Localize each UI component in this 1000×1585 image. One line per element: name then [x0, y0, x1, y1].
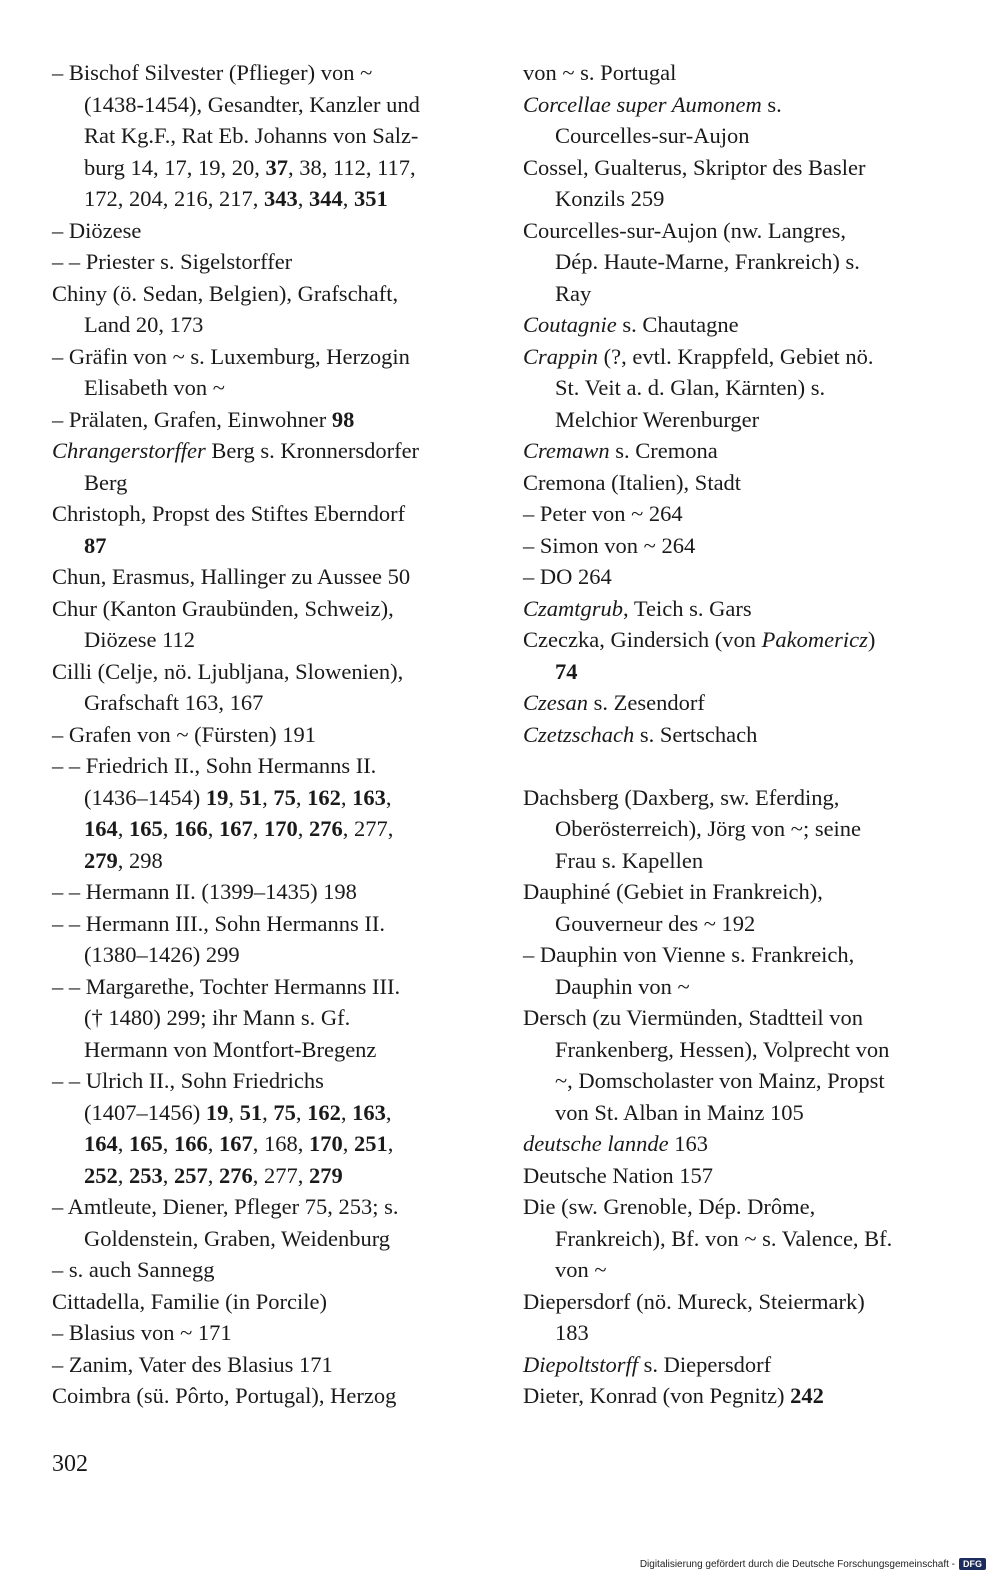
entry-continuation [523, 1097, 973, 1129]
entry-text: Hermann von Montfort-Bregenz [84, 1036, 377, 1062]
entry-text: , [228, 1099, 240, 1125]
index-entry [52, 1380, 492, 1412]
entry-headline [52, 246, 492, 278]
entry-text: – s. auch Sannegg [52, 1257, 215, 1282]
entry-headline [523, 782, 973, 814]
entry-text: (?, evtl. Krappfeld, Gebiet nö. [598, 343, 874, 369]
entry-text: , Teich s. Gars [623, 595, 752, 621]
page-number: 302 [52, 1451, 88, 1477]
entry-text: , [207, 1131, 219, 1156]
page-reference-bold: 276 [309, 816, 343, 841]
index-entry [523, 215, 973, 310]
entry-text: , 38, 112, 117, [287, 154, 416, 180]
index-entry [523, 1380, 973, 1412]
index-entry [523, 687, 973, 719]
entry-continuation [52, 309, 492, 341]
entry-text: – – Margarethe, Tochter Hermanns III. [52, 973, 401, 999]
entry-text: – Dauphin von Vienne s. Frankreich, [523, 942, 855, 967]
entry-text: – – Friedrich II., Sohn Hermanns II. [52, 753, 377, 778]
entry-text: (1438-1454), Gesandter, Kanzler und [84, 91, 420, 117]
index-entry [523, 719, 973, 751]
entry-text: – Diözese [52, 217, 142, 243]
entry-text: – Peter von ~ 264 [523, 501, 683, 526]
index-entry [52, 404, 492, 436]
entry-continuation [52, 467, 492, 499]
entry-text: s. [761, 91, 782, 117]
entry-continuation [52, 89, 492, 121]
entry-text: Christoph, Propst des Stiftes Eberndorf [52, 501, 406, 526]
entry-continuation [52, 845, 492, 877]
entry-headline [52, 908, 492, 940]
italic-term: Czamtgrub [523, 595, 624, 621]
entry-text: , [342, 186, 354, 211]
entry-text: von ~ s. Portugal [523, 60, 677, 85]
entry-continuation [523, 1254, 973, 1286]
index-entry [52, 1317, 492, 1349]
entry-headline [523, 876, 973, 908]
entry-headline [52, 435, 492, 467]
entry-headline [52, 1065, 492, 1097]
entry-headline [523, 498, 973, 530]
page-reference-bold: 162 [307, 1099, 341, 1125]
entry-continuation [523, 656, 973, 688]
page-reference-bold: 166 [174, 816, 208, 841]
entry-text: 163 [668, 1131, 708, 1156]
italic-term: Coutagnie [523, 312, 617, 337]
index-entry [52, 215, 492, 247]
index-entry [52, 593, 492, 656]
index-entry [523, 89, 973, 152]
entry-continuation [52, 152, 492, 184]
entry-headline [52, 341, 492, 373]
entry-text: , [207, 816, 219, 841]
page-reference-bold: 166 [174, 1131, 208, 1156]
footer-text: Digitalisierung gefördert durch die Deutsche Forschungsgemeinschaft - [639, 1558, 955, 1570]
italic-term: Corcellae super Aumonem [523, 91, 762, 117]
entry-headline [523, 152, 973, 184]
entry-text: Chur (Kanton Graubünden, Schweiz), [52, 595, 394, 621]
entry-text: – Simon von ~ 264 [523, 532, 696, 558]
entry-headline [523, 939, 973, 971]
index-entry [523, 939, 973, 1002]
entry-text: , 168, [252, 1131, 309, 1156]
entry-text: (1380–1426) 299 [84, 942, 240, 967]
entry-text: Cremona (Italien), Stadt [523, 469, 742, 495]
index-entry [523, 624, 973, 687]
entry-text: Cossel, Gualterus, Skriptor des Basler [523, 154, 866, 180]
entry-text: – DO 264 [523, 564, 612, 589]
italic-term: Chrangerstorffer [52, 438, 206, 463]
entry-text: Dieter, Konrad (von Pegnitz) [523, 1383, 791, 1408]
page-reference-bold: 19 [205, 784, 229, 810]
entry-headline [523, 530, 973, 562]
entry-text: , [297, 816, 309, 841]
entry-text: Berg [84, 469, 128, 495]
index-entry [52, 908, 492, 971]
index-entry [523, 1160, 973, 1192]
entry-text: Dauphiné (Gebiet in Frankreich), [523, 879, 823, 904]
entry-continuation [523, 183, 973, 215]
entry-text: Land 20, 173 [84, 312, 204, 337]
italic-term: Czetzschach [523, 721, 635, 747]
entry-headline [52, 719, 492, 751]
entry-headline [52, 404, 492, 436]
page-reference-bold: 75 [273, 1099, 296, 1125]
entry-headline [523, 1160, 973, 1192]
entry-text: , 277, [342, 816, 394, 841]
entry-text: – Amtleute, Diener, Pfleger 75, 253; s. [52, 1194, 399, 1219]
entry-headline [523, 309, 973, 341]
entry-headline [523, 561, 973, 593]
entry-headline [52, 593, 492, 625]
entry-headline [523, 1380, 973, 1412]
page-reference-bold: 19 [205, 1099, 229, 1125]
entry-continuation [52, 687, 492, 719]
entry-text: , [340, 1099, 353, 1125]
entry-text: – – Hermann III., Sohn Hermanns II. [52, 910, 386, 936]
entry-headline [523, 687, 973, 719]
index-entry [52, 57, 492, 215]
index-entry [52, 246, 492, 278]
page-reference-bold: 87 [84, 532, 107, 558]
index-entry [523, 57, 973, 89]
entry-text: – – Hermann II. (1399–1435) 198 [52, 879, 357, 904]
index-entry [52, 278, 492, 341]
entry-headline [523, 435, 973, 467]
entry-headline [52, 215, 492, 247]
index-column-left [52, 57, 492, 1412]
italic-term: Diepoltstorff [523, 1351, 639, 1377]
entry-headline [52, 1254, 492, 1286]
entry-continuation [523, 813, 973, 845]
entry-text: , [117, 816, 129, 841]
page-reference-bold: 351 [354, 186, 388, 211]
entry-text: , [295, 784, 308, 810]
index-entry [52, 1191, 492, 1254]
entry-text: , [297, 186, 309, 211]
entry-text: von ~ [555, 1257, 607, 1282]
page-reference-bold: 163 [352, 1099, 386, 1125]
index-entry [523, 1191, 973, 1286]
entry-text: – Gräfin von ~ s. Luxemburg, Herzogin [52, 343, 410, 369]
page-reference-bold: 343 [264, 186, 298, 211]
entry-continuation [523, 1065, 973, 1097]
entry-text: , [340, 784, 353, 810]
entry-continuation [52, 530, 492, 562]
page-reference-bold: 51 [239, 784, 263, 810]
entry-headline [523, 1002, 973, 1034]
entry-text: Melchior Werenburger [555, 406, 760, 432]
entry-headline [52, 656, 492, 688]
entry-text: , [295, 1099, 308, 1125]
page-reference-bold: 344 [309, 186, 343, 211]
entry-text: Goldenstein, Graben, Weidenburg [84, 1225, 391, 1251]
entry-text: Cilli (Celje, nö. Ljubljana, Slowenien), [52, 658, 404, 684]
entry-continuation [52, 120, 492, 152]
page-reference-bold: 167 [219, 816, 253, 841]
entry-continuation [523, 845, 973, 877]
entry-text: – – Priester s. Sigelstorffer [52, 249, 293, 274]
entry-text: Dachsberg (Daxberg, sw. Eferding, [523, 784, 840, 810]
entry-continuation [52, 1223, 492, 1255]
entry-continuation [52, 1097, 492, 1129]
entry-headline [523, 593, 973, 625]
entry-text: Diözese 112 [84, 627, 196, 652]
entry-text: , [162, 1162, 174, 1188]
index-entry [52, 1065, 492, 1191]
entry-text: , [207, 1162, 219, 1188]
index-entry [52, 876, 492, 908]
entry-headline [523, 1286, 973, 1318]
entry-text: Coimbra (sü. Pôrto, Portugal), Herzog [52, 1383, 397, 1408]
entry-continuation [523, 278, 973, 310]
page-reference-bold: 167 [219, 1131, 253, 1156]
entry-headline [52, 1349, 492, 1381]
entry-text: s. Cremona [609, 438, 718, 463]
entry-text: , [342, 1131, 354, 1156]
entry-text: , 277, [252, 1162, 309, 1188]
entry-text: , [252, 816, 264, 841]
entry-continuation [523, 404, 973, 436]
index-entry [523, 593, 973, 625]
entry-text: , 298 [117, 847, 163, 873]
entry-headline [52, 876, 492, 908]
entry-continuation [523, 908, 973, 940]
index-entry [523, 1128, 973, 1160]
index-entry [523, 1286, 973, 1349]
entry-text: s. Sertschach [634, 721, 758, 747]
index-entry [523, 152, 973, 215]
entry-text: Rat Kg.F., Rat Eb. Johanns von Salz- [84, 123, 419, 148]
entry-continuation [52, 939, 492, 971]
entry-text: , [262, 1099, 274, 1125]
index-entry [523, 782, 973, 877]
page-reference-bold: 75 [273, 784, 296, 810]
entry-continuation [523, 971, 973, 1003]
entry-headline [523, 89, 973, 121]
index-entry [523, 876, 973, 939]
digitization-footer [640, 1558, 986, 1570]
page-reference-bold: 252 [84, 1162, 118, 1188]
entry-text: Frankreich), Bf. von ~ s. Valence, Bf. [555, 1225, 893, 1251]
index-entry [52, 750, 492, 876]
italic-term: Czesan [523, 690, 589, 715]
entry-headline [523, 57, 973, 89]
entry-text: – Bischof Silvester (Pflieger) von ~ [52, 60, 373, 85]
entry-text: , [162, 816, 174, 841]
entry-text: , [117, 1131, 129, 1156]
entry-continuation [523, 1223, 973, 1255]
entry-continuation [523, 1034, 973, 1066]
page-reference-bold: 162 [307, 784, 341, 810]
index-entry [523, 309, 973, 341]
page-reference-bold: 165 [129, 816, 163, 841]
index-entry [523, 1002, 973, 1128]
entry-text: Grafschaft 163, 167 [84, 690, 264, 715]
entry-headline [52, 1380, 492, 1412]
entry-text: Chiny (ö. Sedan, Belgien), Grafschaft, [52, 280, 399, 306]
index-entry [52, 656, 492, 719]
entry-text: Dersch (zu Viermünden, Stadtteil von [523, 1005, 864, 1030]
entry-headline [523, 341, 973, 373]
entry-text: Chun, Erasmus, Hallinger zu Aussee 50 [52, 564, 411, 589]
index-entry [523, 498, 973, 530]
index-entry [52, 561, 492, 593]
page-reference-bold: 74 [555, 658, 578, 684]
entry-continuation [52, 1128, 492, 1160]
entry-text: Courcelles-sur-Aujon (nw. Langres, [523, 217, 846, 243]
entry-headline [523, 467, 973, 499]
italic-term: Cremawn [523, 438, 610, 463]
index-entry [52, 435, 492, 498]
dfg-logo: DFG [959, 1558, 986, 1570]
entry-text: – Zanim, Vater des Blasius 171 [52, 1351, 333, 1377]
index-entry [52, 498, 492, 561]
entry-text: Ray [555, 280, 592, 306]
entry-text: Konzils 259 [555, 186, 665, 211]
entry-headline [52, 561, 492, 593]
entry-continuation [52, 1034, 492, 1066]
entry-headline [52, 1191, 492, 1223]
entry-continuation [523, 1317, 973, 1349]
entry-continuation [52, 1002, 492, 1034]
page-reference-bold: 276 [219, 1162, 253, 1188]
entry-text: , [162, 1131, 174, 1156]
entry-text: Elisabeth von ~ [84, 375, 225, 400]
entry-headline [523, 1191, 973, 1223]
entry-text: Frau s. Kapellen [555, 847, 704, 873]
entry-text: , [262, 784, 274, 810]
entry-text: , [387, 1131, 394, 1156]
index-entry [523, 435, 973, 467]
italic-term: deutsche lannde [523, 1131, 669, 1156]
page-reference-bold: 164 [84, 1131, 118, 1156]
page-reference-bold: 279 [309, 1162, 343, 1188]
entry-text: – Prälaten, Grafen, Einwohner [52, 406, 332, 432]
entry-text: Deutsche Nation 157 [523, 1162, 713, 1188]
entry-text: ~, Domscholaster von Mainz, Propst [555, 1068, 885, 1093]
index-entry [52, 1254, 492, 1286]
entry-text: Czeczka, Gindersich (von [523, 627, 762, 652]
entry-text: 183 [555, 1320, 589, 1345]
page-reference-bold: 170 [309, 1131, 343, 1156]
entry-text: – – Ulrich II., Sohn Friedrichs [52, 1068, 324, 1093]
entry-text: s. Diepersdorf [638, 1351, 772, 1377]
entry-text: St. Veit a. d. Glan, Kärnten) s. [555, 375, 826, 400]
entry-text: Frankenberg, Hessen), Volprecht von [555, 1036, 890, 1062]
page-reference-bold: 165 [129, 1131, 163, 1156]
page-reference-bold: 37 [265, 154, 288, 180]
entry-headline [52, 57, 492, 89]
entry-text: Berg s. Kronnersdorfer [205, 438, 420, 463]
entry-continuation [52, 813, 492, 845]
entry-headline [52, 750, 492, 782]
page-reference-bold: 51 [239, 1099, 263, 1125]
page-reference-bold: 253 [129, 1162, 163, 1188]
entry-text: Oberösterreich), Jörg von ~; seine [555, 816, 862, 841]
page-reference-bold: 257 [174, 1162, 208, 1188]
index-entry [523, 530, 973, 562]
italic-term: Crappin [523, 343, 599, 369]
index-entry [52, 971, 492, 1066]
page-reference-bold: 163 [352, 784, 386, 810]
entry-text: , [228, 784, 240, 810]
entry-text: Dauphin von ~ [555, 973, 690, 999]
entry-headline [52, 278, 492, 310]
entry-continuation [523, 120, 973, 152]
page-reference-bold: 242 [790, 1383, 824, 1408]
entry-text: (1407–1456) [84, 1099, 206, 1125]
entry-text: Diepersdorf (nö. Mureck, Steiermark) [523, 1288, 865, 1314]
entry-headline [523, 1349, 973, 1381]
entry-text: , [385, 784, 392, 810]
page-reference-bold: 164 [84, 816, 118, 841]
index-entry [52, 719, 492, 751]
entry-text: von St. Alban in Mainz 105 [555, 1099, 804, 1125]
entry-continuation [52, 624, 492, 656]
index-entry [52, 341, 492, 404]
index-entry [52, 1286, 492, 1318]
page-reference-bold: 170 [264, 816, 298, 841]
entry-text: burg 14, 17, 19, 20, [84, 154, 266, 180]
entry-continuation [523, 372, 973, 404]
entry-continuation [52, 183, 492, 215]
index-entry [523, 341, 973, 436]
page-reference-bold: 279 [84, 847, 118, 873]
entry-text: , [117, 1162, 129, 1188]
entry-text: Dép. Haute-Marne, Frankreich) s. [555, 249, 860, 274]
entry-text: Gouverneur des ~ 192 [555, 910, 756, 936]
entry-text: – Blasius von ~ 171 [52, 1320, 232, 1345]
entry-headline [52, 498, 492, 530]
index-entry [523, 561, 973, 593]
entry-text: (1436–1454) [84, 784, 206, 810]
index-column-right [523, 57, 973, 1412]
entry-text: – Grafen von ~ (Fürsten) 191 [52, 721, 316, 747]
entry-continuation [52, 372, 492, 404]
entry-headline [52, 1317, 492, 1349]
index-entry [52, 1349, 492, 1381]
index-entry [523, 467, 973, 499]
entry-text: Courcelles-sur-Aujon [555, 123, 750, 148]
entry-text: , [385, 1099, 392, 1125]
entry-continuation [523, 246, 973, 278]
entry-headline [523, 215, 973, 247]
entry-text: ) [867, 627, 876, 652]
entry-text: 172, 204, 216, 217, [84, 186, 264, 211]
entry-text: s. Chautagne [616, 312, 739, 337]
italic-term: Pakomericz [761, 627, 868, 652]
index-entry [523, 1349, 973, 1381]
entry-headline [52, 971, 492, 1003]
entry-headline [523, 624, 973, 656]
page-reference-bold: 98 [331, 406, 355, 432]
page-reference-bold: 251 [354, 1131, 388, 1156]
entry-continuation [52, 782, 492, 814]
entry-text: Cittadella, Familie (in Porcile) [52, 1288, 327, 1314]
entry-continuation [52, 1160, 492, 1192]
entry-text: Die (sw. Grenoble, Dép. Drôme, [523, 1194, 816, 1219]
entry-text: s. Zesendorf [588, 690, 705, 715]
entry-headline [52, 1286, 492, 1318]
entry-text: († 1480) 299; ihr Mann s. Gf. [84, 1005, 351, 1030]
entry-headline [523, 1128, 973, 1160]
entry-headline [523, 719, 973, 751]
